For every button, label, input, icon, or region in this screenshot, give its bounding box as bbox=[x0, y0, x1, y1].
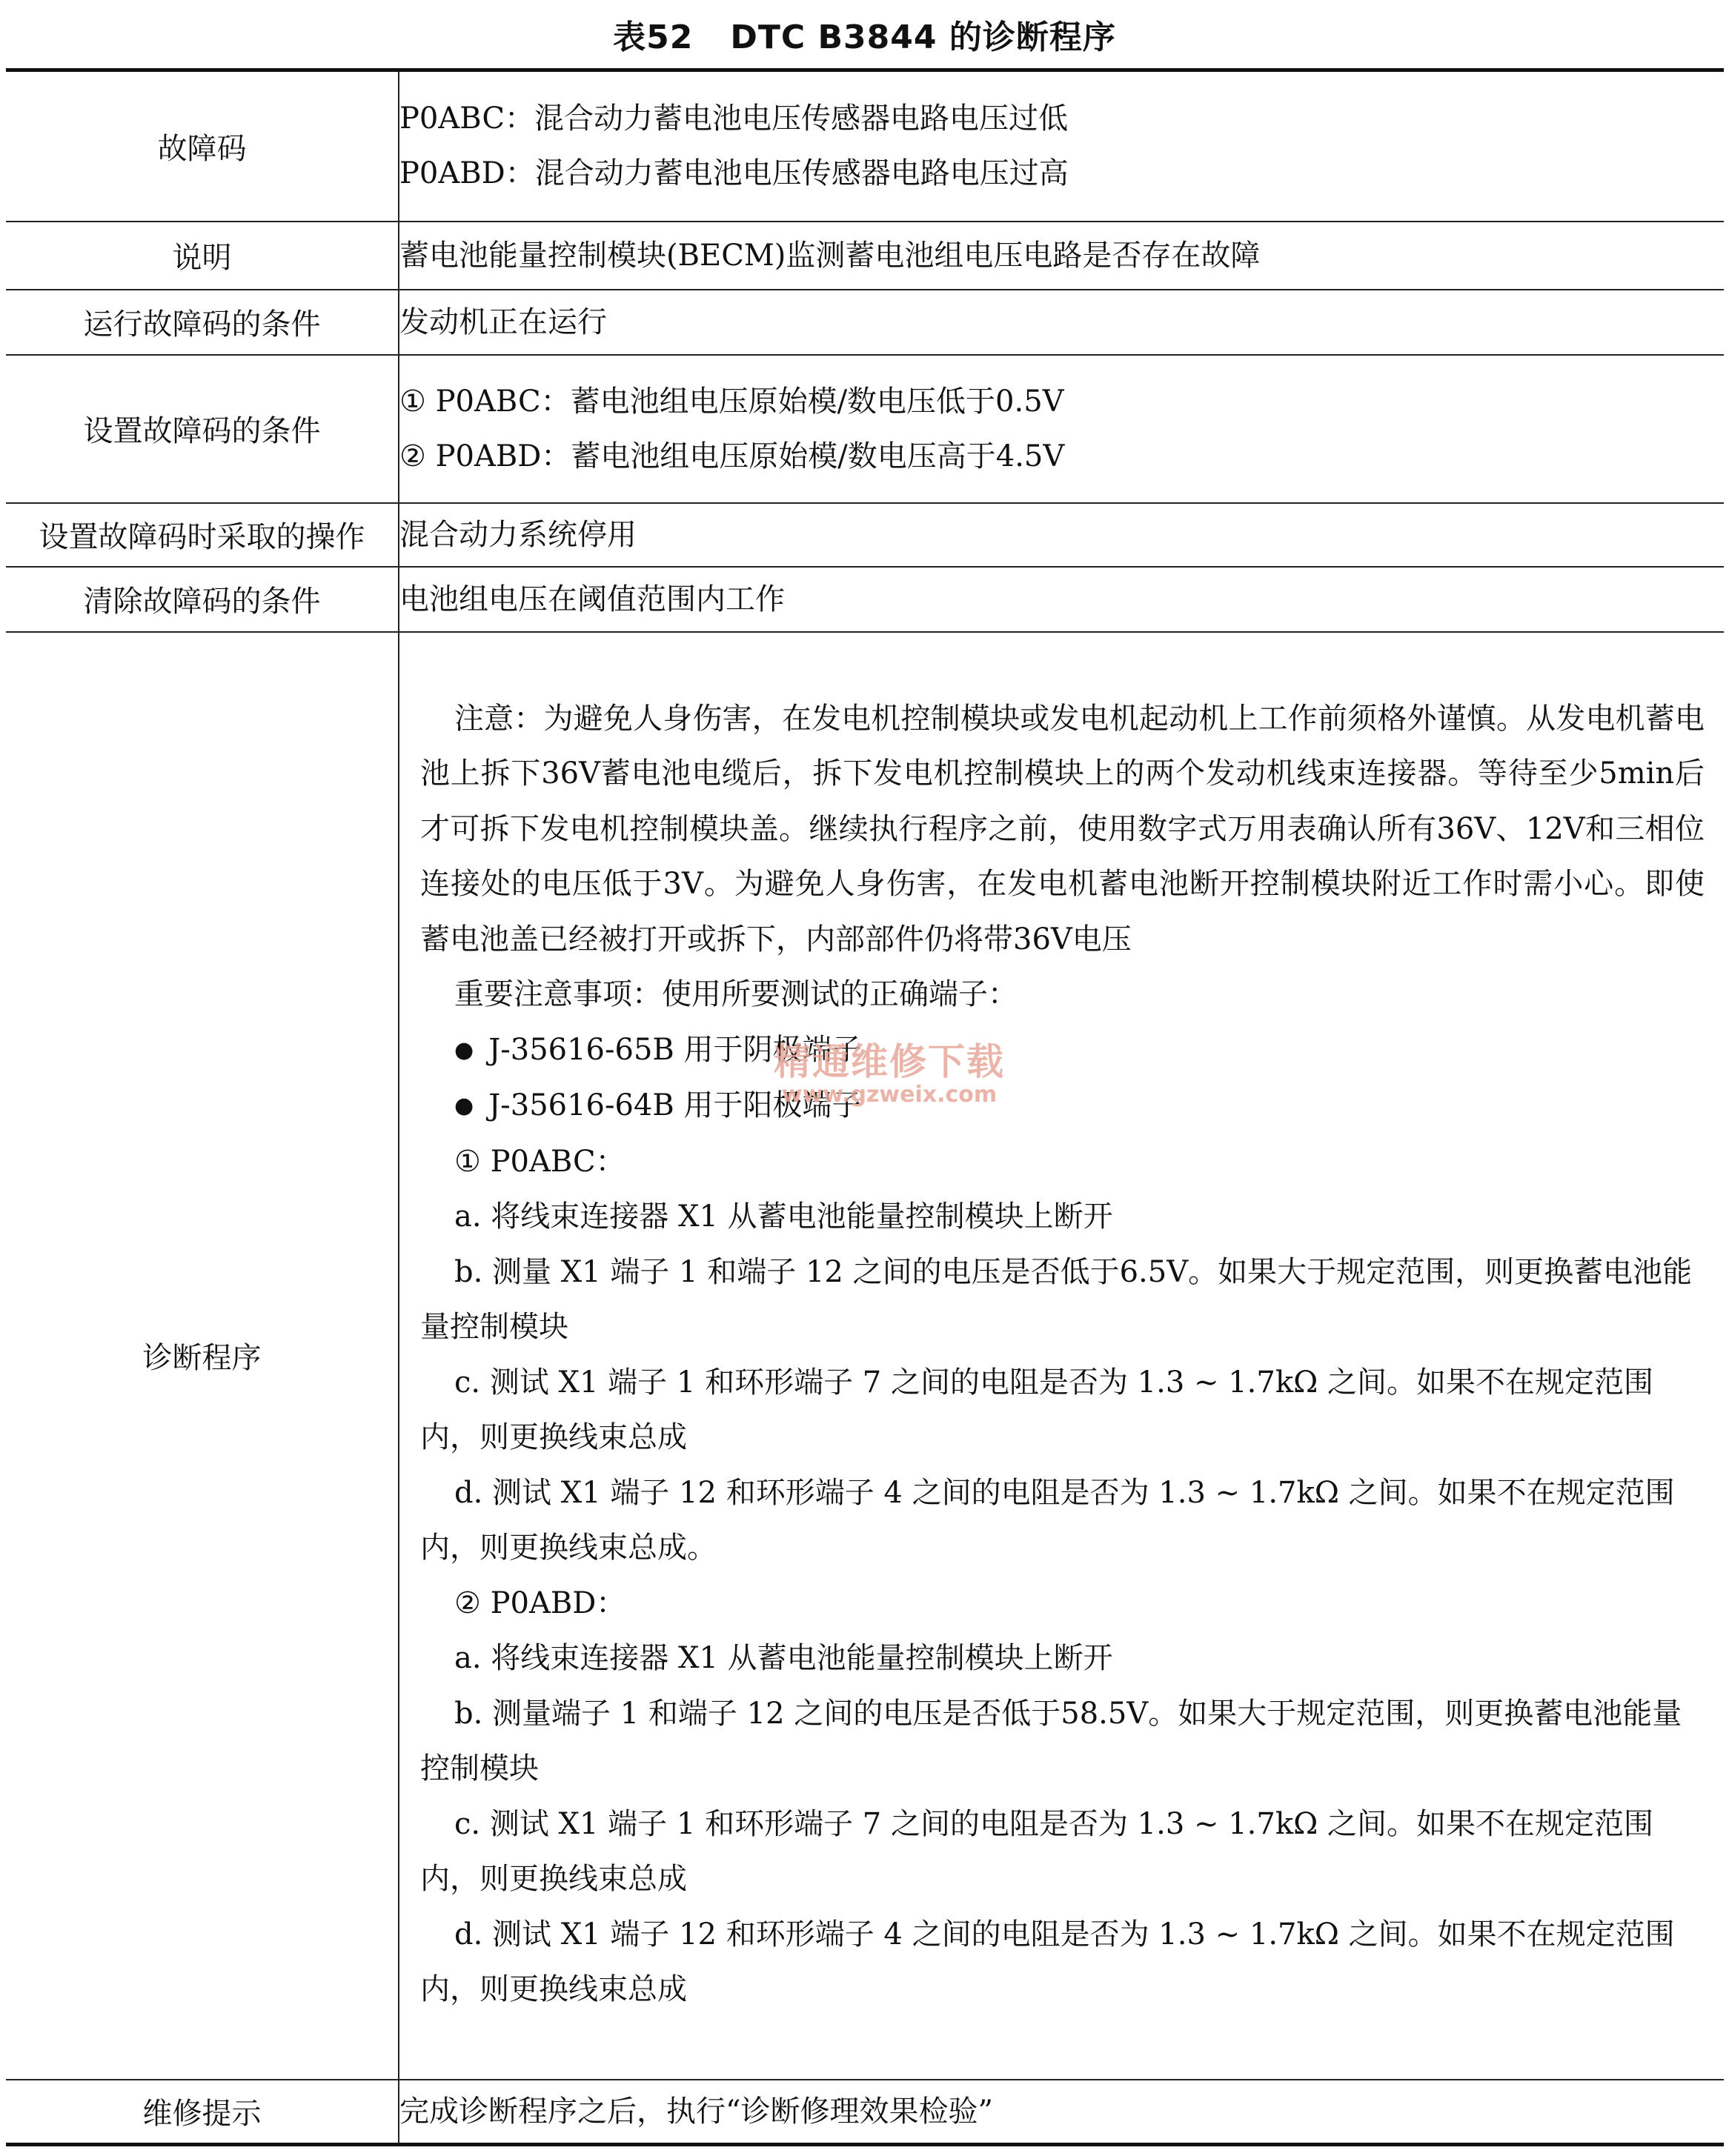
table-title-text: DTC B3844 的诊断程序 bbox=[730, 19, 1116, 56]
repair-tip-text: 完成诊断程序之后，执行“诊断修理效果检验” bbox=[399, 2094, 993, 2129]
part1-step-d: d. 测试 X1 端子 12 和环形端子 4 之间的电阻是否为 1.3 ~ 1.7kΩ 之间。如果不在规定范围内，则更换线束总成。 bbox=[420, 1475, 1675, 1565]
row-clear-conditions bbox=[6, 567, 1724, 632]
label-run-conditions: 运行故障码的条件 bbox=[6, 290, 399, 355]
value-action-taken bbox=[399, 503, 1724, 567]
bullet-item: ● J-35616-64B 用于阳极端子 bbox=[420, 1078, 1705, 1134]
caution-paragraph: 注意：为避免人身伤害，在发电机控制模块或发电机起动机上工作前须格外谨慎。从发电机蓄电池上拆下36V蓄电池电缆后，拆下发电机控制模块上的两个发动机线束连接器。等待至少5min后才可拆下发电机控制模块盖。继续执行程序之前，使用数字式万用表确认所有36V、12V和三相位连接处的电压低于3V。为避免人身伤害，在发电机蓄电池断开控制模块附近工作时需小心。即使蓄电池盖已经被打开或拆下，内部部件仍将带36V电压 bbox=[420, 701, 1705, 956]
part2-step-d: d. 测试 X1 端子 12 和环形端子 4 之间的电阻是否为 1.3 ~ 1.7kΩ 之间。如果不在规定范围内，则更换线束总成 bbox=[420, 1917, 1675, 2006]
label-repair-tip: 维修提示 bbox=[6, 2080, 399, 2145]
value-description bbox=[399, 222, 1724, 290]
part1-step-c: c. 测试 X1 端子 1 和环形端子 7 之间的电阻是否为 1.3 ~ 1.7kΩ 之间。如果不在规定范围内，则更换线束总成 bbox=[420, 1365, 1653, 1454]
dtc-line-1: P0ABC：混合动力蓄电池电压传感器电路电压过低 bbox=[399, 102, 1068, 136]
run-conditions-text: 发动机正在运行 bbox=[399, 305, 607, 339]
row-dtc bbox=[6, 70, 1724, 222]
bullet-item: ● J-35616-65B 用于阴极端子 bbox=[420, 1022, 1705, 1079]
watermark-line-2: www.gzweix.com bbox=[781, 1082, 998, 1108]
label-procedure: 诊断程序 bbox=[6, 632, 399, 2080]
row-set-conditions bbox=[6, 355, 1724, 503]
part2-step-b: b. 测量端子 1 和端子 12 之间的电压是否低于58.5V。如果大于规定范围，则更换蓄电池能量控制模块 bbox=[420, 1696, 1682, 1786]
value-procedure bbox=[399, 632, 1724, 2080]
part1-step-b: b. 测量 X1 端子 1 和端子 12 之间的电压是否低于6.5V。如果大于规定范围，则更换蓄电池能量控制模块 bbox=[420, 1254, 1693, 1344]
dtc-line-2: P0ABD：混合动力蓄电池电压传感器电路电压过高 bbox=[399, 156, 1069, 191]
part2-heading: ② P0ABD： bbox=[454, 1586, 626, 1620]
description-text: 蓄电池能量控制模块(BECM)监测蓄电池组电压电路是否存在故障 bbox=[399, 238, 1261, 273]
part1-step-a: a. 将线束连接器 X1 从蓄电池能量控制模块上断开 bbox=[454, 1200, 1113, 1234]
action-taken-text: 混合动力系统停用 bbox=[399, 517, 637, 552]
value-dtc bbox=[399, 70, 1724, 222]
value-repair-tip bbox=[399, 2080, 1724, 2145]
diagnostic-table bbox=[6, 68, 1724, 2146]
set-condition-1: ① P0ABC：蓄电池组电压原始模/数电压低于0.5V bbox=[399, 384, 1064, 419]
part1-heading: ① P0ABC： bbox=[454, 1144, 625, 1179]
row-action-taken bbox=[6, 503, 1724, 567]
value-set-conditions bbox=[399, 355, 1724, 503]
label-action-taken: 设置故障码时采取的操作 bbox=[6, 503, 399, 567]
row-description bbox=[6, 222, 1724, 290]
label-dtc: 故障码 bbox=[6, 70, 399, 222]
row-repair-tip bbox=[6, 2080, 1724, 2145]
row-procedure bbox=[6, 632, 1724, 2080]
part2-step-a: a. 将线束连接器 X1 从蓄电池能量控制模块上断开 bbox=[454, 1641, 1113, 1675]
clear-conditions-text: 电池组电压在阈值范围内工作 bbox=[399, 582, 785, 616]
value-run-conditions bbox=[399, 290, 1724, 355]
label-description: 说明 bbox=[6, 222, 399, 290]
watermark-line-1: 精通维修下载 bbox=[774, 1040, 1005, 1083]
row-run-conditions bbox=[6, 290, 1724, 355]
label-set-conditions: 设置故障码的条件 bbox=[6, 355, 399, 503]
label-clear-conditions: 清除故障码的条件 bbox=[6, 567, 399, 632]
table-title bbox=[0, 10, 1729, 58]
part2-step-c: c. 测试 X1 端子 1 和环形端子 7 之间的电阻是否为 1.3 ~ 1.7kΩ 之间。如果不在规定范围内，则更换线束总成 bbox=[420, 1806, 1653, 1896]
value-clear-conditions bbox=[399, 567, 1724, 632]
set-condition-2: ② P0ABD：蓄电池组电压原始模/数电压高于4.5V bbox=[399, 439, 1065, 473]
table-number: 表52 bbox=[613, 19, 694, 56]
important-note: 重要注意事项：使用所要测试的正确端子： bbox=[454, 977, 1018, 1011]
